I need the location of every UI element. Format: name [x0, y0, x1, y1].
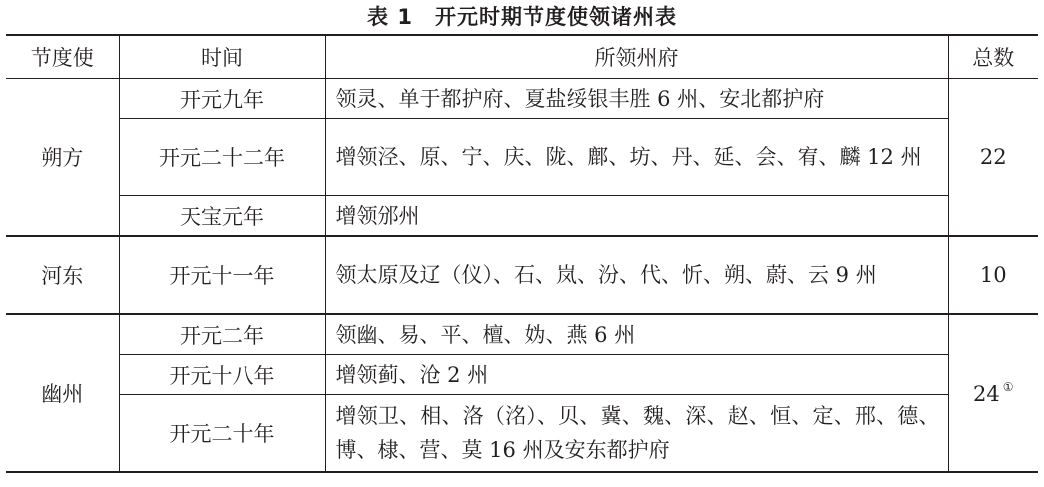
jiedushi-name: 幽州 [6, 314, 119, 472]
table-row [6, 119, 1038, 196]
table-caption [0, 0, 1044, 34]
time-cell: 开元十八年 [119, 355, 325, 395]
table-row [6, 314, 1038, 355]
header-prefectures: 所领州府 [325, 35, 948, 79]
prefectures-cell: 领太原及辽（仪）、石、岚、汾、代、忻、朔、蔚、云 9 州 [325, 236, 948, 314]
time-cell: 开元九年 [119, 79, 325, 119]
prefectures-cell: 增领泾、原、宁、庆、陇、鄜、坊、丹、延、会、宥、麟 12 州 [325, 119, 948, 196]
prefectures-cell: 增领卫、相、洛（洺）、贝、冀、魏、深、赵、恒、定、邢、德、博、棣、营、莫 16 州及安东都护府 [325, 395, 948, 473]
total-cell [948, 236, 1038, 314]
time-cell: 开元十一年 [119, 236, 325, 314]
table-row [6, 236, 1038, 314]
prefectures-cell: 领灵、单于都护府、夏盐绥银丰胜 6 州、安北都护府 [325, 79, 948, 119]
total-value: 22 [979, 145, 1007, 169]
footnote-marker: ① [1002, 380, 1014, 394]
time-cell: 开元二年 [119, 314, 325, 355]
header-jiedushi: 节度使 [6, 35, 119, 79]
table-row [6, 395, 1038, 473]
prefectures-cell: 增领蓟、沧 2 州 [325, 355, 948, 395]
prefectures-cell: 领幽、易、平、檀、妫、燕 6 州 [325, 314, 948, 355]
table-row [6, 79, 1038, 119]
header-row [6, 35, 1038, 79]
total-cell [948, 314, 1038, 472]
time-cell: 天宝元年 [119, 196, 325, 237]
table-number: 表 1 [367, 5, 413, 29]
prefectures-cell: 增领邠州 [325, 196, 948, 237]
total-value: 24 [973, 382, 1000, 406]
header-total: 总数 [948, 35, 1038, 79]
total-cell [948, 79, 1038, 237]
jiedushi-name: 朔方 [6, 79, 119, 237]
time-cell: 开元二十二年 [119, 119, 325, 196]
total-value: 10 [979, 263, 1007, 287]
table-row [6, 355, 1038, 395]
jiedushi-name: 河东 [6, 236, 119, 314]
table-row [6, 196, 1038, 237]
jiedushi-table [6, 34, 1038, 473]
time-cell: 开元二十年 [119, 395, 325, 473]
table-title: 开元时期节度使领诸州表 [434, 5, 677, 29]
header-time: 时间 [119, 35, 325, 79]
